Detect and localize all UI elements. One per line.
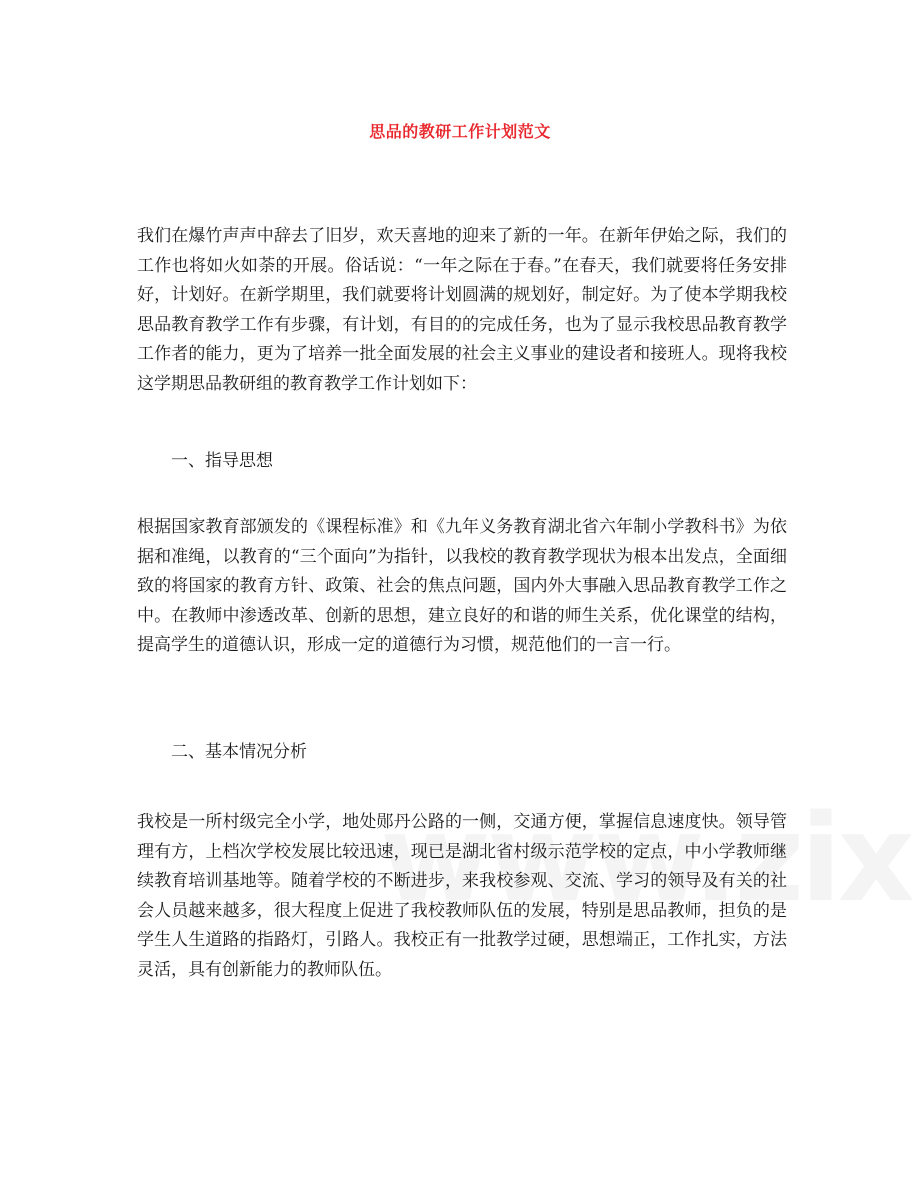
situation-analysis-paragraph: 我校是一所村级完全小学，地处郧丹公路的一侧，交通方便，掌握信息速度快。领导管理有方，上档次学校发展比较迅速，现已是湖北省村级示范学校的定点，中小学教师继续教育培训基地等。随着学校的不断进步，来我校参观、交流、学习的领导及有关的社会人员越来越多，很大程度上促进了我校教师队伍的发展，特别是思品教师，担负的是学生人生道路的指路灯，引路人。我校正有一批教学过硬，思想端正，工作扎实，方法灵活，具有创新能力的教师队伍。	[137, 812, 787, 980]
guiding-ideology-paragraph: 根据国家教育部颁发的《课程标准》和《九年义务教育湖北省六年制小学教科书》为依据和准绳，以教育的“三个面向”为指针，以我校的教育教学现状为根本出发点，全面细致的将国家的教育方针、政策、社会的焦点问题，国内外大事融入思品教育教学工作之中。在教师中渗透改革、创新的思想，建立良好的和谐的师生关系，优化课堂的结构，提高学生的道德认识，形成一定的道德行为习惯，规范他们的一言一行。	[137, 517, 787, 655]
intro-paragraph: 我们在爆竹声声中辞去了旧岁，欢天喜地的迎来了新的一年。在新年伊始之际，我们的工作也将如火如荼的开展。俗话说：“一年之际在于春。”在春天，我们就要将任务安排好，计划好。在新学期里，我们就要将计划圆满的规划好，制定好。为了使本学期我校思品教育教学工作有步骤，有计划，有目的的完成任务，也为了显示我校思品教育教学工作者的能力，更为了培养一批全面发展的社会主义事业的建设者和接班人。现将我校这学期思品教研组的教育教学工作计划如下：	[137, 226, 787, 394]
document-title: 思品的教研工作计划范文	[369, 122, 551, 141]
section-heading-guiding-ideology: 一、指导思想	[171, 451, 273, 471]
section-heading-situation-analysis: 二、基本情况分析	[171, 742, 307, 762]
